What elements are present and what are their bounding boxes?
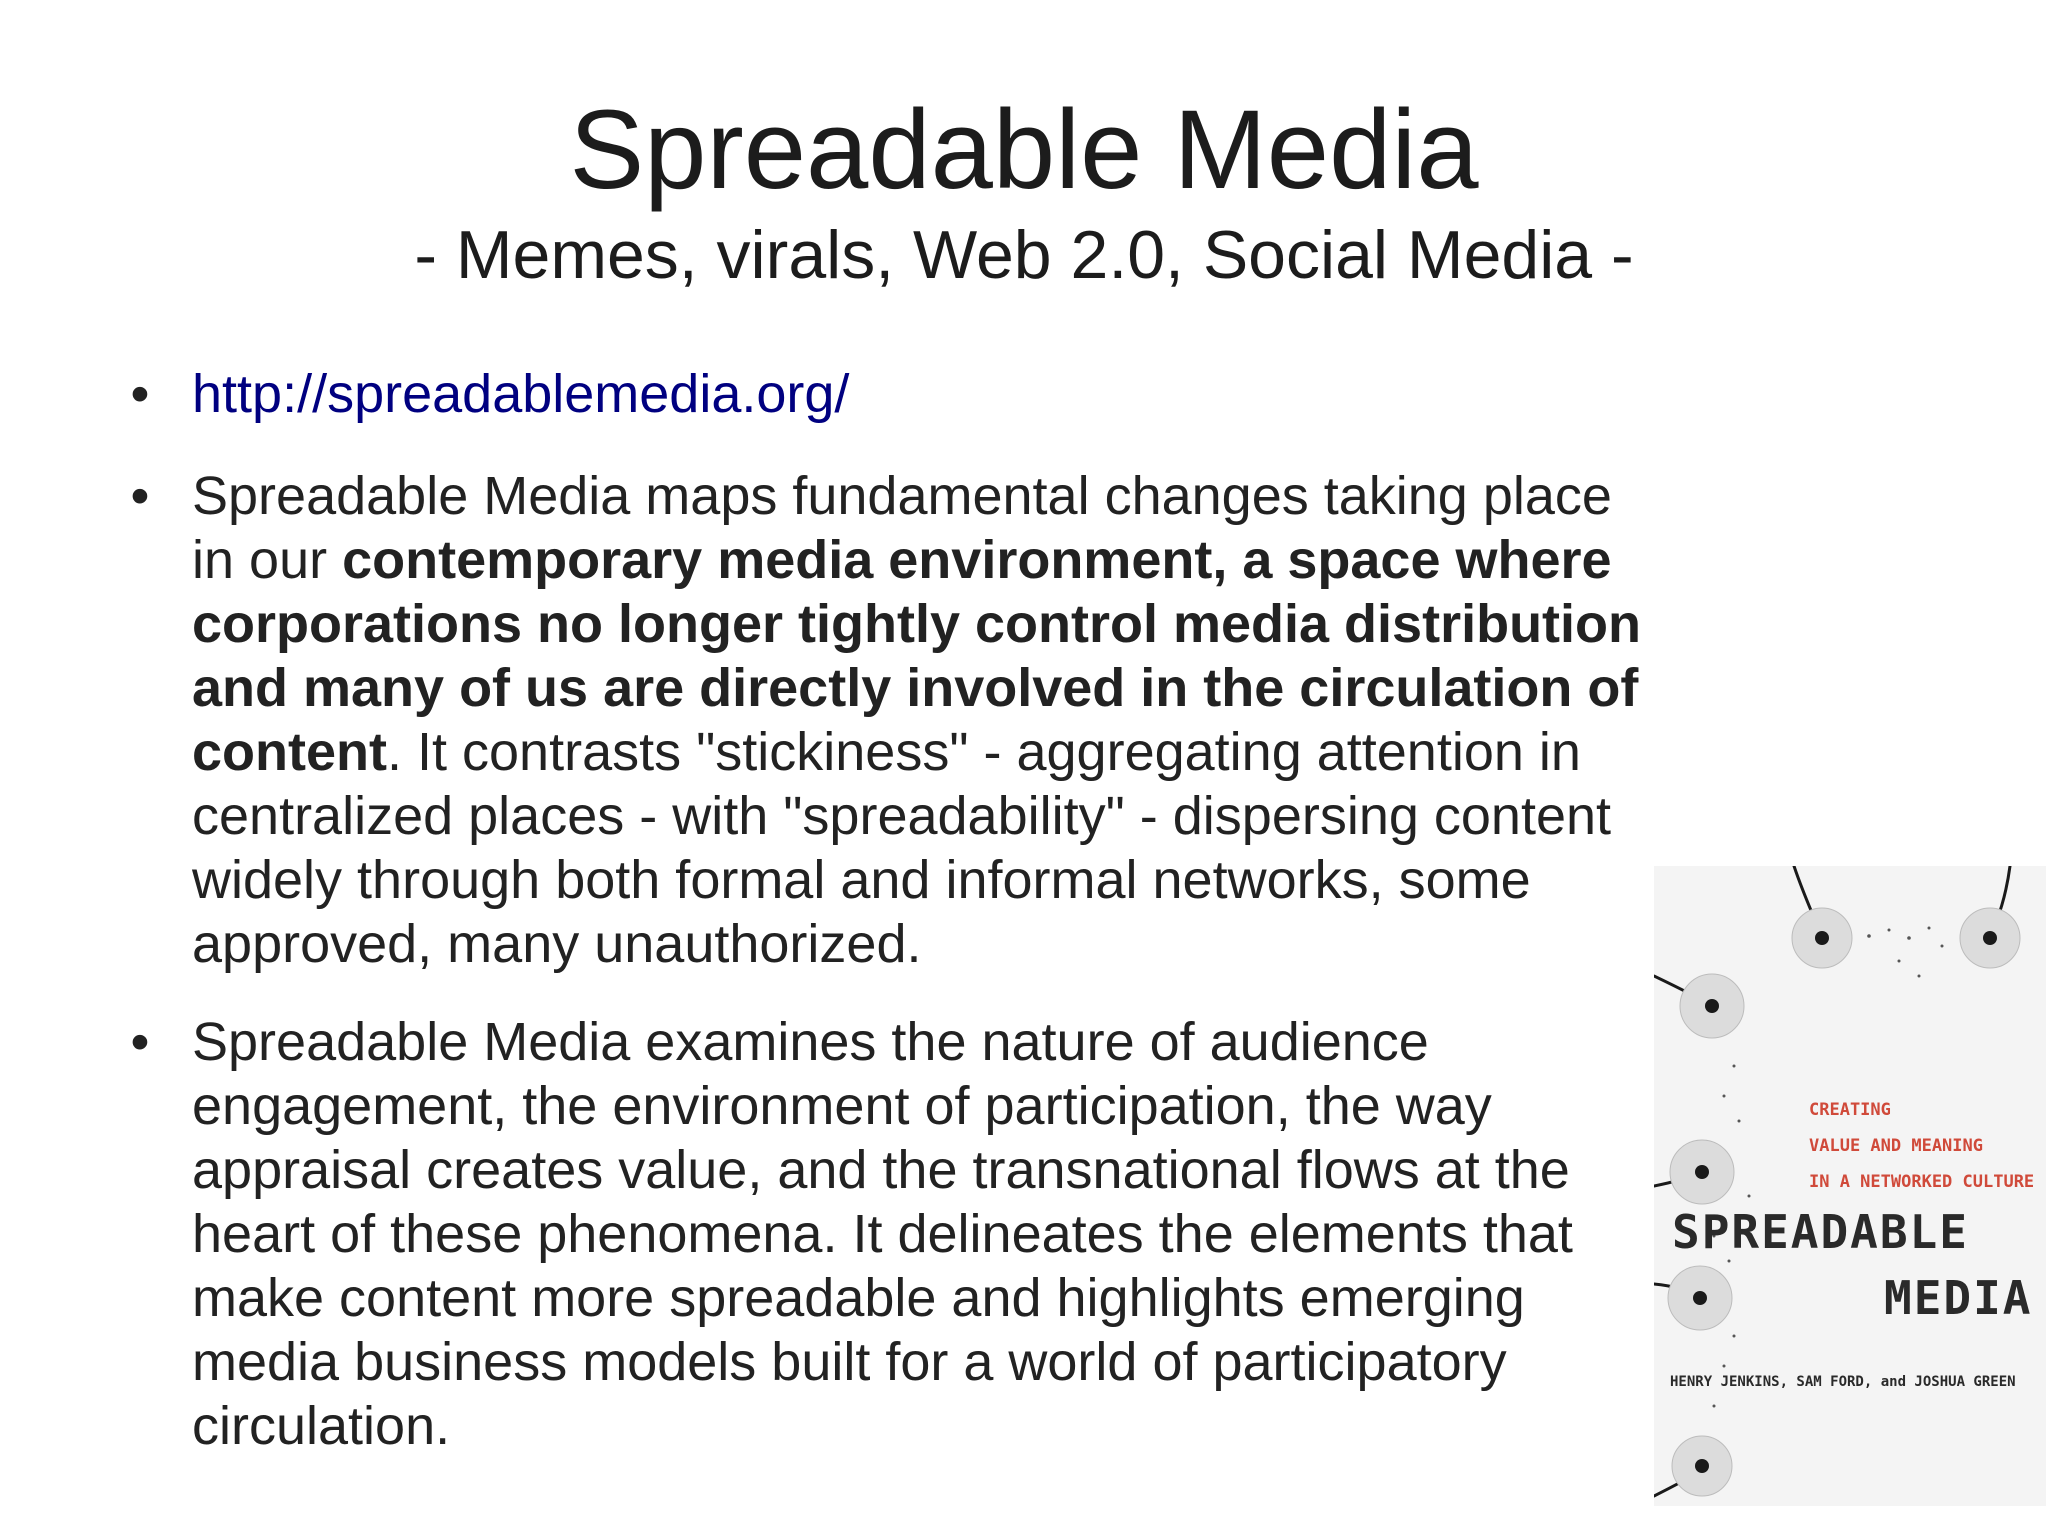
bullet-line [192, 720, 1641, 784]
bullet-text [192, 464, 1641, 976]
bold-text: corporations no longer tightly control media distribution [192, 594, 1642, 654]
bullet-line: Spreadable Media maps fundamental changes taking place [192, 466, 1612, 526]
book-tagline-line: CREATING [1809, 1100, 1891, 1120]
plain-text: . It contrasts "stickiness" - aggregating attention in [387, 722, 1581, 782]
book-tagline [1809, 1092, 2034, 1200]
bullet-line [192, 528, 1641, 592]
bullet-line [192, 656, 1641, 720]
bullet-marker: • [130, 466, 150, 526]
book-title-line1: SPREADABLE [1672, 1205, 1969, 1259]
bullet-line: centralized places - with "spreadability" - dispersing content [192, 786, 1612, 846]
bold-text: and many of us are directly involved in the circulation of [192, 658, 1639, 718]
bullet-line: widely through both formal and informal networks, some [192, 850, 1531, 910]
spreadablemedia-link[interactable]: http://spreadablemedia.org/ [192, 364, 850, 424]
bullet-text [192, 1010, 1573, 1458]
bullet-line: approved, many unauthorized. [192, 914, 922, 974]
bullet-line: engagement, the environment of participation, the way [192, 1076, 1492, 1136]
bold-text: content [192, 722, 387, 782]
bullet-line [192, 592, 1641, 656]
slide-title: Spreadable Media [569, 87, 1479, 212]
book-tagline-line: IN A NETWORKED CULTURE [1809, 1172, 2035, 1192]
slide-subtitle: - Memes, virals, Web 2.0, Social Media - [414, 217, 1634, 293]
bullet-line: make content more spreadable and highlights emerging [192, 1268, 1525, 1328]
book-authors: HENRY JENKINS, SAM FORD, and JOSHUA GREEN [1670, 1374, 2016, 1390]
book-title-line2: MEDIA [1884, 1271, 2033, 1325]
bullet-marker: • [130, 1012, 150, 1072]
bullet-line: circulation. [192, 1396, 451, 1456]
bold-text: contemporary media environment, a space where [342, 530, 1612, 590]
book-tagline-line: VALUE AND MEANING [1809, 1136, 1983, 1156]
bullet-line: heart of these phenomena. It delineates the elements that [192, 1204, 1573, 1264]
bullet-line: Spreadable Media examines the nature of audience [192, 1012, 1429, 1072]
bullet-line: media business models built for a world of participatory [192, 1332, 1507, 1392]
bullet-line: appraisal creates value, and the transnational flows at the [192, 1140, 1570, 1200]
plain-text: in our [192, 530, 343, 590]
book-cover-image [1654, 866, 2046, 1506]
bullet-marker: • [130, 364, 150, 424]
